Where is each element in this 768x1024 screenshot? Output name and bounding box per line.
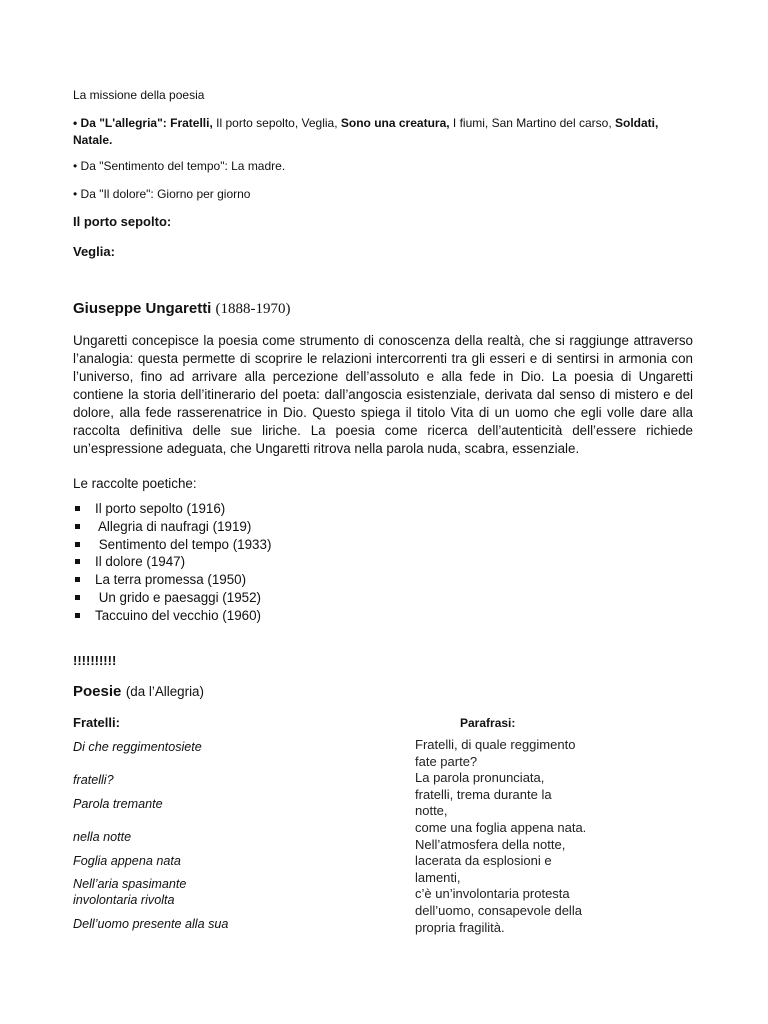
veglia-label: Veglia: bbox=[73, 244, 115, 259]
bullet-allegria-plain1: Il porto sepolto, Veglia, bbox=[216, 116, 341, 130]
parafrasi-line: fratelli, trema durante la bbox=[415, 786, 552, 802]
poem-line: Dell’uomo presente alla sua bbox=[73, 917, 229, 931]
poesie-title-sub: (da l’Allegria) bbox=[125, 684, 204, 699]
parafrasi-line: Fratelli, di quale reggimento bbox=[415, 737, 576, 752]
bullet-allegria-bold2: Sono una creatura, bbox=[340, 116, 453, 130]
poesie-title bbox=[73, 683, 204, 701]
parafrasi-line: dell’uomo, consapevole della bbox=[415, 902, 582, 918]
bullet-square-icon bbox=[75, 524, 80, 529]
poem-line: fratelli? bbox=[73, 773, 114, 787]
parafrasi-line: La parola pronunciata, bbox=[415, 770, 545, 786]
bullet-sentimento: • Da "Sentimento del tempo": La madre. bbox=[73, 159, 286, 173]
raccolte-label: Le raccolte poetiche: bbox=[73, 476, 197, 491]
bullet-square-icon bbox=[75, 577, 80, 582]
list-item: Il porto sepolto (1916) bbox=[73, 500, 271, 518]
poem-line: Foglia appena nata bbox=[73, 854, 181, 868]
doc-title: La missione della poesia bbox=[73, 88, 205, 102]
exclaims: !!!!!!!!!! bbox=[73, 653, 117, 668]
intro-paragraph: Ungaretti concepisce la poesia come strumento di conoscenza della realtà, che si raggiunge attraverso l’analogia: questa permette di scoprire le relazioni intercorrenti tra gli esseri e di sentirsi in armonia con l’universo, fino ad arrivare alla percezione dell’assoluto e alla fede in Dio. La poesia di Ungaretti contiene la storia dell’itinerario del poeta: dall’angoscia esistenziale, derivata dal senso di mistero e del dolore, alla fede rasserenatrice in Dio. Questo spiega il titolo Vita di un uomo che egli volle dare alla raccolta definitiva delle sue liriche. La poesia come ricerca dell’autenticità dell’essere richiede un’espressione adeguata, che Ungaretti ritrova nella parola nuda, scabra, essenziale. bbox=[73, 333, 693, 456]
section-title-years: (1888-1970) bbox=[215, 301, 291, 317]
bullet-allegria-plain2: I fiumi, San Martino del carso, bbox=[452, 116, 615, 130]
list-item: Allegria di naufragi (1919) bbox=[73, 518, 271, 536]
bullet-square-icon bbox=[75, 595, 80, 600]
parafrasi-block bbox=[415, 737, 615, 936]
parafrasi-line: notte, bbox=[415, 803, 448, 819]
parafrasi-line: fate parte? bbox=[415, 753, 478, 769]
parafrasi-line: come una foglia appena nata. bbox=[415, 819, 587, 835]
parafrasi-line: lacerata da esplosioni e bbox=[415, 853, 552, 869]
list-item: La terra promessa (1950) bbox=[73, 571, 271, 589]
section-title-name: Giuseppe Ungaretti bbox=[73, 300, 212, 317]
bullet-square-icon bbox=[75, 613, 80, 618]
list-item: Sentimento del tempo (1933) bbox=[73, 536, 271, 554]
parafrasi-label: Parafrasi: bbox=[460, 716, 516, 730]
poem-line: Nell’aria spasimante bbox=[73, 877, 187, 891]
bullet-square-icon bbox=[75, 542, 80, 547]
fratelli-label: Fratelli: bbox=[73, 715, 120, 730]
bullet-square-icon bbox=[75, 506, 80, 511]
poesie-title-main: Poesie bbox=[73, 683, 122, 700]
poem-line: nella notte bbox=[73, 830, 132, 844]
bullet-dolore: • Da "Il dolore": Giorno per giorno bbox=[73, 187, 251, 201]
section-title bbox=[73, 300, 291, 318]
parafrasi-line: c’è un’involontaria protesta bbox=[415, 886, 570, 902]
bullet-allegria-prefix: • Da "L'allegria": Fratelli, bbox=[73, 116, 217, 130]
poem-line: involontaria rivolta bbox=[73, 893, 175, 907]
parafrasi-line: propria fragilità. bbox=[415, 919, 505, 935]
list-item: Un grido e paesaggi (1952) bbox=[73, 589, 271, 607]
porto-label: Il porto sepolto: bbox=[73, 214, 172, 229]
raccolte-list bbox=[73, 500, 271, 625]
poem-line: Di che reggimentosiete bbox=[73, 740, 202, 754]
list-item: Il dolore (1947) bbox=[73, 553, 271, 571]
bullet-allegria bbox=[73, 115, 703, 149]
bullet-square-icon bbox=[75, 559, 80, 564]
poem-line: Parola tremante bbox=[73, 797, 163, 811]
bullet-allegria-line2: Natale. bbox=[73, 133, 113, 147]
list-item: Taccuino del vecchio (1960) bbox=[73, 607, 271, 625]
parafrasi-line: Nell’atmosfera della notte, bbox=[415, 836, 566, 852]
parafrasi-line: lamenti, bbox=[415, 869, 461, 885]
bullet-allegria-bold3: Soldati, bbox=[615, 116, 659, 130]
